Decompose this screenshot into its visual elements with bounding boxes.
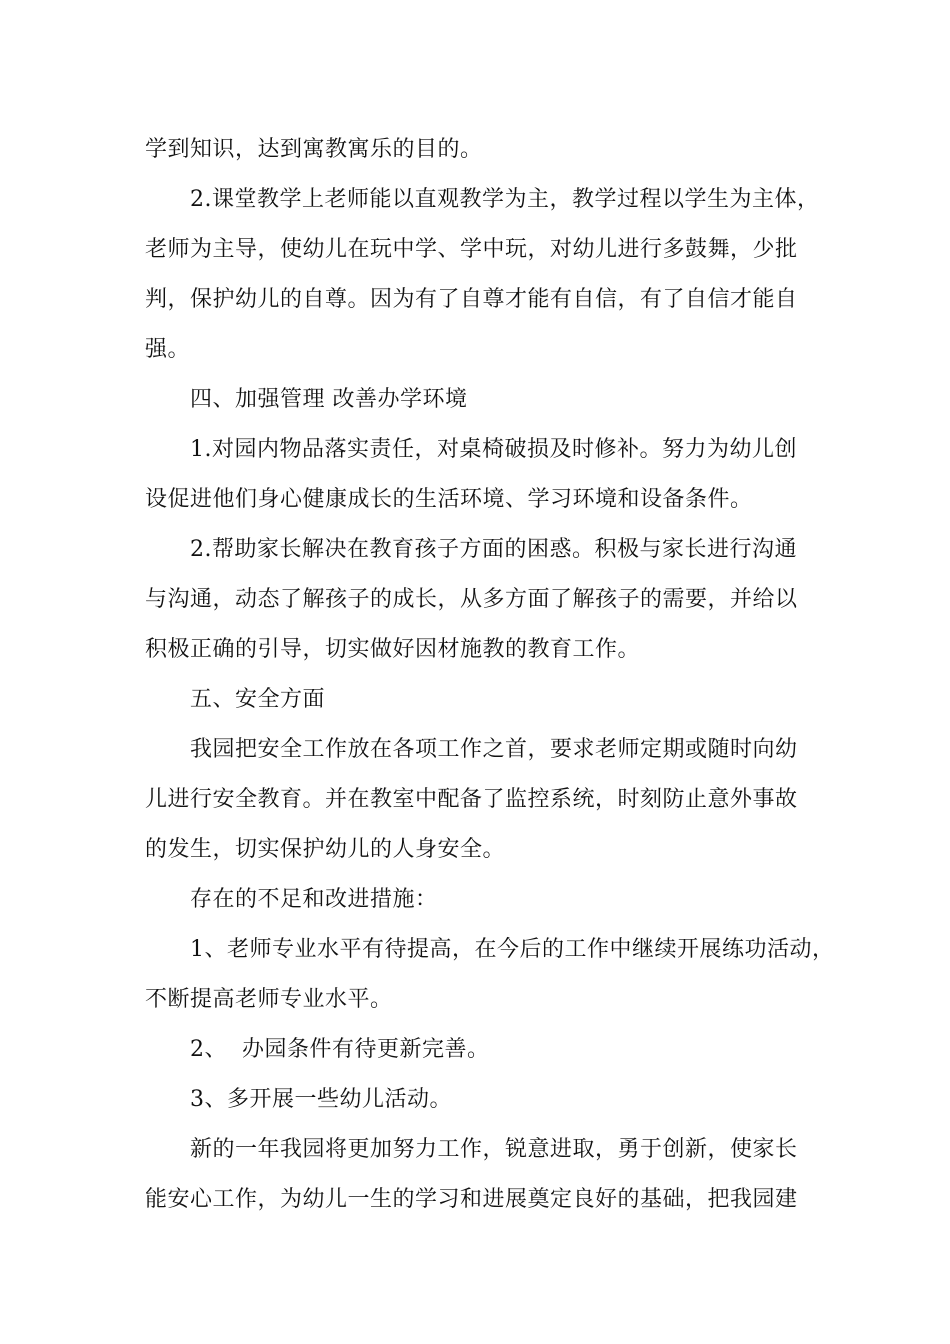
paragraph-start-line: 1.对园内物品落实责任，对桌椅破损及时修补。努力为幼儿创 xyxy=(190,437,797,462)
text-line: 学到知识，达到寓教寓乐的目的。 xyxy=(145,137,483,162)
section-heading: 五、安全方面 xyxy=(190,687,326,712)
paragraph-start-line: 新的一年我园将更加努力工作，锐意进取，勇于创新，使家长 xyxy=(190,1137,798,1162)
list-item: 2、 办园条件有待更新完善。 xyxy=(190,1037,490,1062)
paragraph-start-line: 我园把安全工作放在各项工作之首，要求老师定期或随时向幼 xyxy=(190,737,798,762)
text-line: 能安心工作，为幼儿一生的学习和进展奠定良好的基础，把我园建 xyxy=(145,1187,798,1212)
list-item: 1、老师专业水平有待提高，在今后的工作中继续开展练功活动， xyxy=(190,937,835,962)
text-line: 判，保护幼儿的自尊。因为有了自尊才能有自信，有了自信才能自 xyxy=(145,287,798,312)
paragraph-start-line: 2.课堂教学上老师能以直观教学为主，教学过程以学生为主体， xyxy=(190,187,820,212)
text-line: 的发生，切实保护幼儿的人身安全。 xyxy=(145,837,506,862)
text-line: 积极正确的引导，切实做好因材施教的教育工作。 xyxy=(145,637,641,662)
paragraph-start-line: 2.帮助家长解决在教育孩子方面的困惑。积极与家长进行沟通 xyxy=(190,537,797,562)
text-line: 老师为主导，使幼儿在玩中学、学中玩，对幼儿进行多鼓舞，少批 xyxy=(145,237,798,262)
text-line: 儿进行安全教育。并在教室中配备了监控系统，时刻防止意外事故 xyxy=(145,787,798,812)
section-heading: 存在的不足和改进措施： xyxy=(190,887,438,912)
text-line: 强。 xyxy=(145,337,191,362)
text-line: 设促进他们身心健康成长的生活环境、学习环境和设备条件。 xyxy=(145,487,753,512)
text-line: 与沟通，动态了解孩子的成长，从多方面了解孩子的需要，并给以 xyxy=(145,587,798,612)
section-heading: 四、加强管理 改善办学环境 xyxy=(190,387,468,412)
list-item: 3、多开展一些幼儿活动。 xyxy=(190,1087,452,1112)
text-line: 不断提高老师专业水平。 xyxy=(145,987,393,1012)
